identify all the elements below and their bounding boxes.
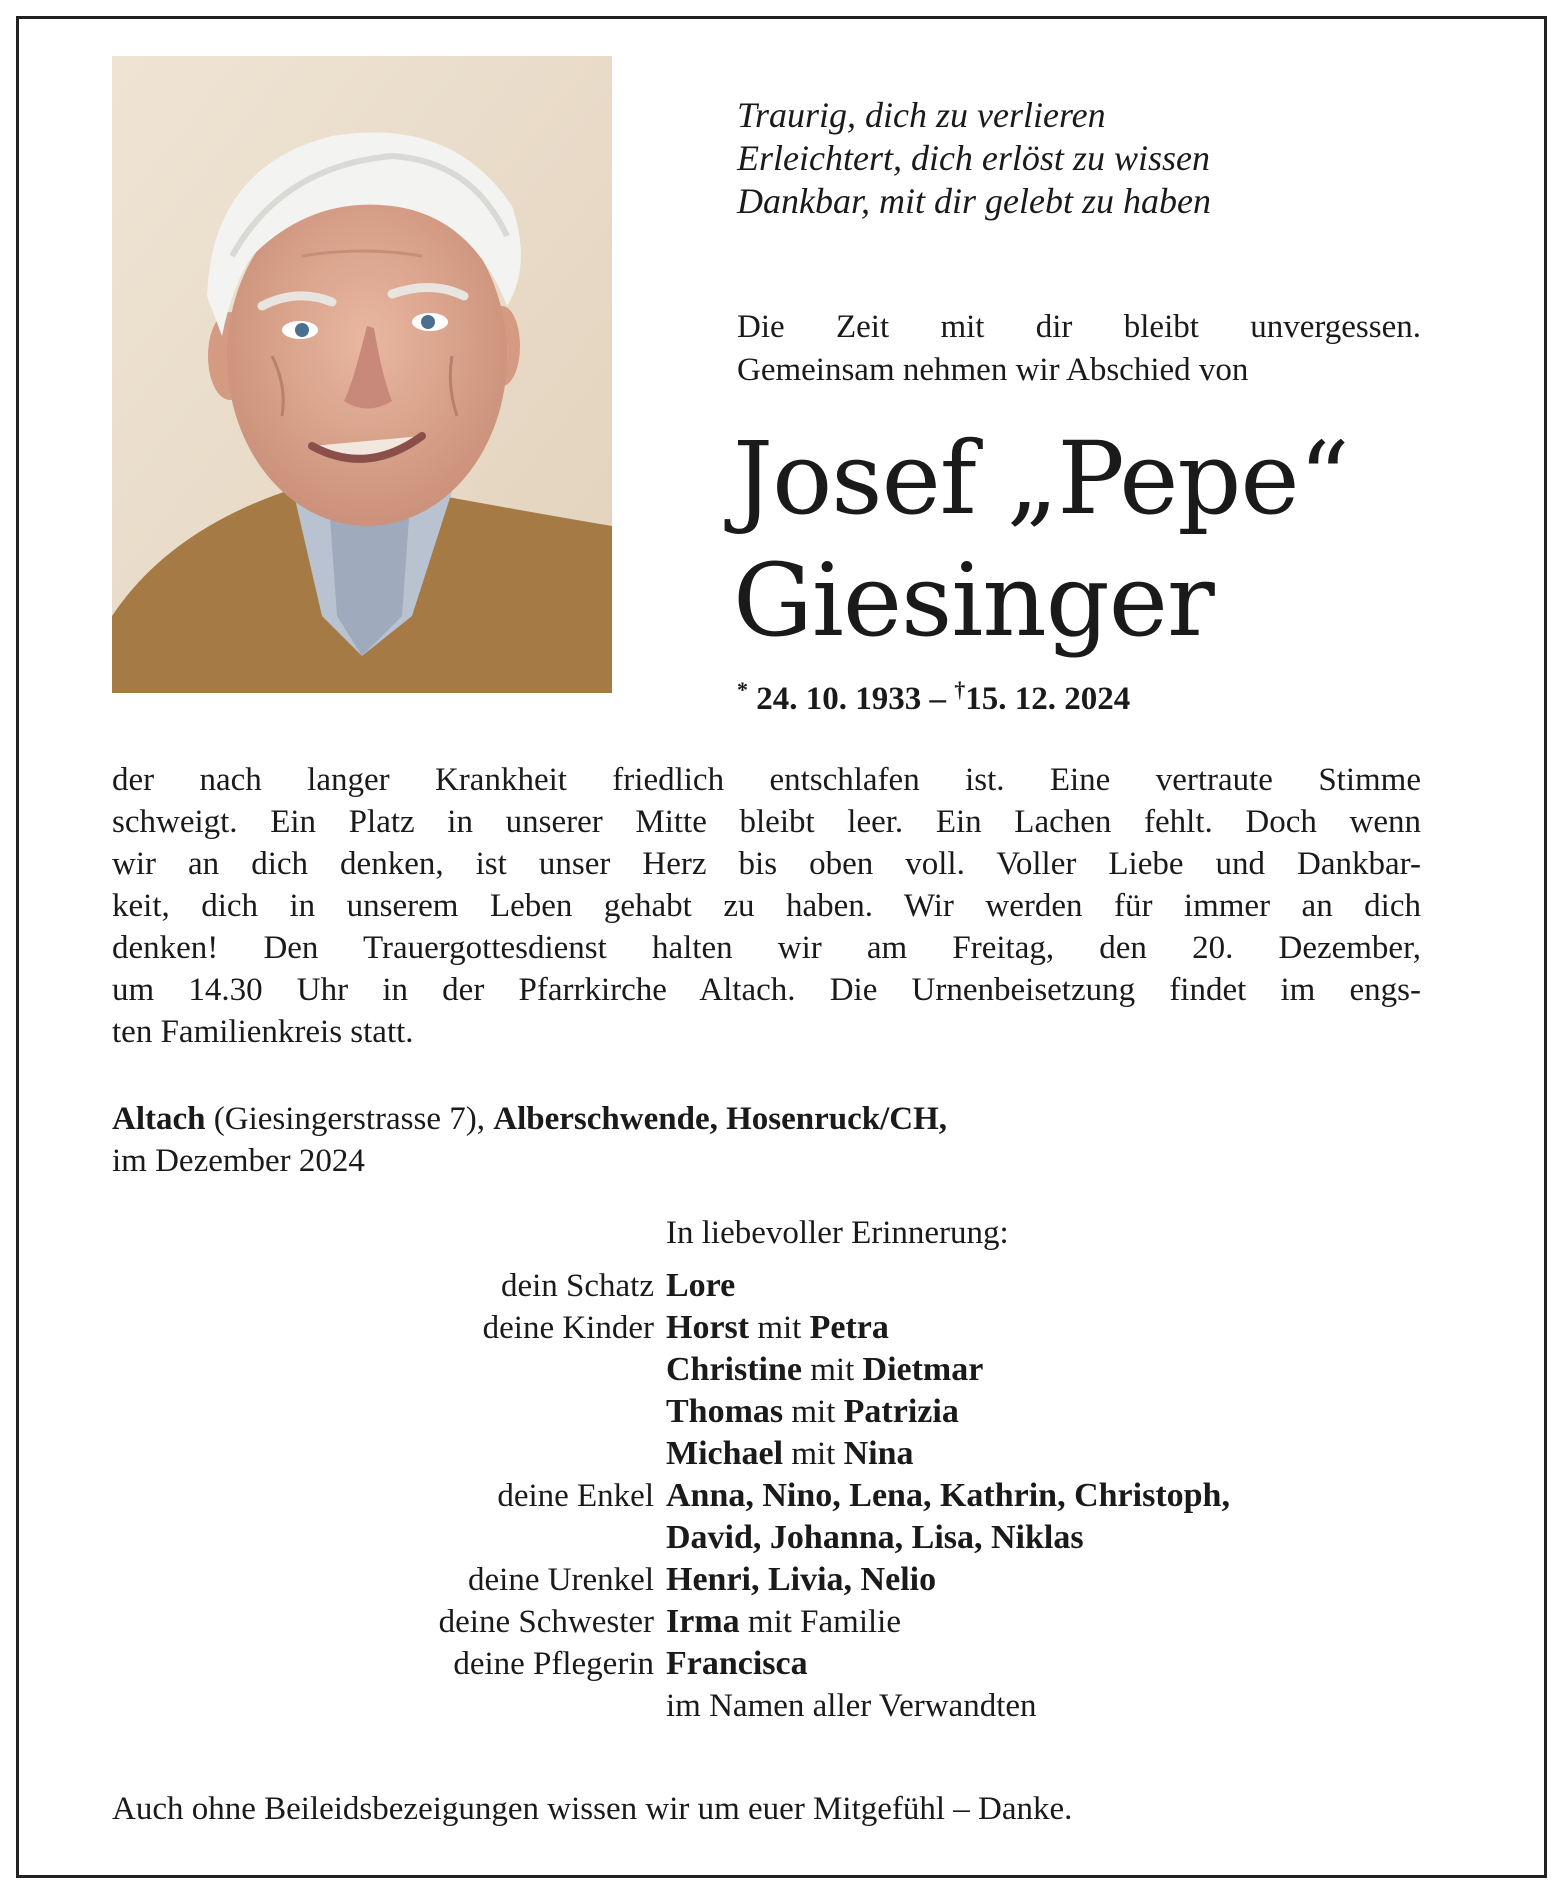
mourner-row bbox=[112, 1601, 1421, 1643]
mourner-row bbox=[112, 1559, 1421, 1601]
deceased-name bbox=[733, 418, 1349, 662]
mourner-name: Lore bbox=[666, 1267, 736, 1304]
relation-label: deine Schwester bbox=[438, 1604, 654, 1640]
relation-label: deine Urenkel bbox=[468, 1562, 654, 1598]
mourner-row bbox=[112, 1433, 1421, 1475]
intro-line: Gemeinsam nehmen wir Abschied von bbox=[737, 352, 1249, 388]
footer-note: Auch ohne Beileidsbezeigungen wissen wir um euer Mitgefühl – Danke. bbox=[112, 1791, 1073, 1827]
mourner-row bbox=[112, 1517, 1421, 1559]
connector: mit bbox=[791, 1436, 836, 1472]
date-separator: – bbox=[929, 681, 946, 717]
place-date: im Dezember 2024 bbox=[112, 1143, 365, 1179]
intro-line: Die Zeit mit dir bleibt unvergessen. bbox=[737, 309, 1421, 345]
portrait-image bbox=[112, 56, 612, 693]
connector: mit Familie bbox=[747, 1604, 901, 1640]
body-line: der nach langer Krankheit friedlich entschlafen ist. Eine vertraute Stimme bbox=[112, 762, 1421, 798]
life-dates bbox=[737, 677, 1130, 718]
mourner-name: Irma bbox=[666, 1603, 740, 1640]
mourner-name: Horst bbox=[666, 1309, 750, 1346]
relatives-note: im Namen aller Verwandten bbox=[666, 1688, 1037, 1724]
mourner-row bbox=[112, 1643, 1421, 1685]
body-line: ten Familienkreis statt. bbox=[112, 1014, 414, 1050]
birth-mark: * bbox=[737, 677, 748, 702]
name-line-2: Giesinger bbox=[733, 542, 1214, 659]
mourner-row bbox=[112, 1265, 1421, 1307]
mourner-names: Henri, Livia, Nelio bbox=[666, 1561, 937, 1598]
mourner-row bbox=[112, 1391, 1421, 1433]
death-mark: † bbox=[954, 677, 966, 702]
place-town: Altach bbox=[112, 1101, 206, 1137]
poem-line: Traurig, dich zu verlieren bbox=[737, 95, 1106, 135]
intro-text bbox=[737, 306, 1421, 392]
connector: mit bbox=[810, 1352, 855, 1388]
place-towns: Alberschwende, Hosenruck/CH, bbox=[493, 1101, 948, 1137]
relation-label: deine Pflegerin bbox=[453, 1646, 654, 1682]
mourners-list bbox=[112, 1265, 1421, 1727]
mourner-name: Christine bbox=[666, 1351, 802, 1388]
place-address: (Giesingerstrasse 7), bbox=[213, 1101, 486, 1137]
body-line: denken! Den Trauergottesdienst halten wir am Freitag, den 20. Dezember, bbox=[112, 930, 1421, 966]
mourner-row bbox=[112, 1685, 1421, 1727]
body-line: keit, dich in unserem Leben gehabt zu haben. Wir werden für immer an dich bbox=[112, 888, 1421, 924]
mourner-names: Anna, Nino, Lena, Kathrin, Christoph, bbox=[666, 1477, 1230, 1514]
relation-label: dein Schatz bbox=[500, 1268, 654, 1304]
memory-heading: In liebevoller Erinnerung: bbox=[666, 1215, 1009, 1251]
connector: mit bbox=[757, 1310, 802, 1346]
mourner-row bbox=[112, 1307, 1421, 1349]
mourner-name: Nina bbox=[843, 1435, 914, 1472]
mourner-name: Dietmar bbox=[862, 1351, 984, 1388]
mourner-name: Petra bbox=[809, 1309, 889, 1346]
mourner-row bbox=[112, 1349, 1421, 1391]
mourner-names: David, Johanna, Lisa, Niklas bbox=[666, 1519, 1084, 1556]
mourner-name: Patrizia bbox=[843, 1393, 959, 1430]
body-line: wir an dich denken, ist unser Herz bis oben voll. Voller Liebe und Dankbar- bbox=[112, 846, 1421, 882]
body-line: schweigt. Ein Platz in unserer Mitte bleibt leer. Ein Lachen fehlt. Doch wenn bbox=[112, 804, 1421, 840]
mourner-name: Thomas bbox=[666, 1393, 784, 1430]
poem bbox=[737, 94, 1211, 223]
poem-line: Dankbar, mit dir gelebt zu haben bbox=[737, 181, 1211, 221]
relation-label: deine Enkel bbox=[497, 1478, 654, 1514]
body-line: um 14.30 Uhr in der Pfarrkirche Altach. Die Urnenbeisetzung findet im engs- bbox=[112, 972, 1421, 1008]
name-line-1: Josef „Pepe“ bbox=[733, 420, 1349, 537]
place-and-date bbox=[112, 1098, 947, 1182]
relation-label: deine Kinder bbox=[482, 1310, 654, 1346]
poem-line: Erleichtert, dich erlöst zu wissen bbox=[737, 138, 1210, 178]
birth-date: 24. 10. 1933 bbox=[756, 681, 922, 717]
mourner-name: Michael bbox=[666, 1435, 784, 1472]
connector: mit bbox=[791, 1394, 836, 1430]
mourner-row bbox=[112, 1475, 1421, 1517]
mourner-name: Francisca bbox=[666, 1645, 808, 1682]
body-paragraph bbox=[112, 759, 1421, 1053]
death-date: 15. 12. 2024 bbox=[965, 681, 1131, 717]
portrait-photo bbox=[112, 56, 612, 693]
